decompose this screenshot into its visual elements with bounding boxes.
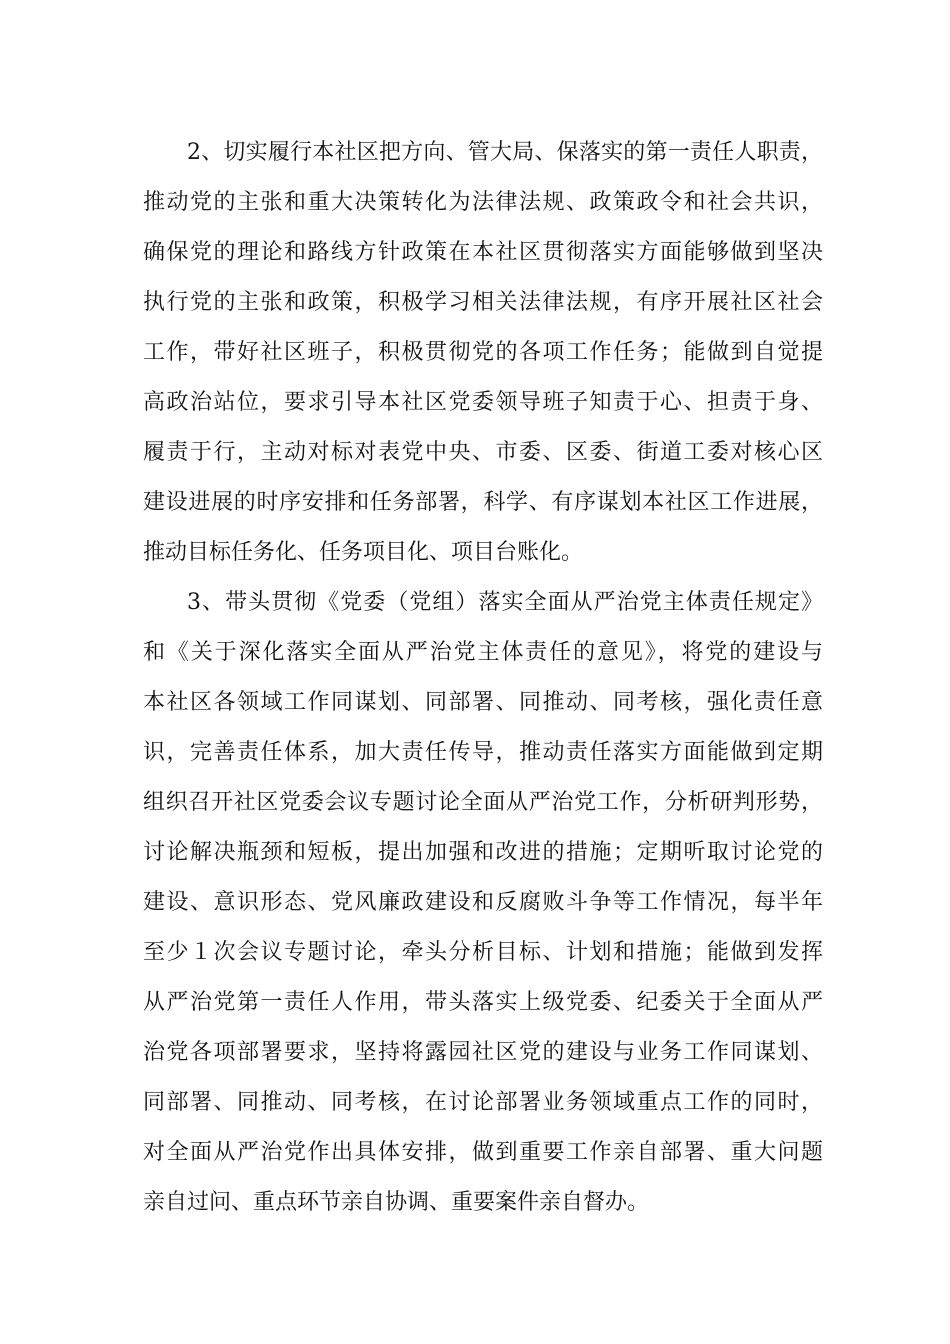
text-line: 识，完善责任体系，加大责任传导，推动责任落实方面能做到定期 <box>143 740 823 765</box>
text-line: 和《关于深化落实全面从严治党主体责任的意见》，将党的建设与 <box>143 640 823 665</box>
text-line: 2、切实履行本社区把方向、管大局、保落实的第一责任人职责， <box>187 140 823 165</box>
text-line: 推动党的主张和重大决策转化为法律法规、政策政令和社会共识， <box>143 190 823 215</box>
text-line: 从严治党第一责任人作用，带头落实上级党委、纪委关于全面从严 <box>143 990 823 1015</box>
text-line: 治党各项部署要求，坚持将露园社区党的建设与业务工作同谋划、 <box>143 1040 823 1065</box>
document-body <box>143 128 823 1228</box>
text-line: 讨论解决瓶颈和短板，提出加强和改进的措施；定期听取讨论党的 <box>143 840 823 865</box>
text-line: 推动目标任务化、任务项目化、项目台账化。 <box>143 540 584 565</box>
paragraph-3 <box>143 578 823 1228</box>
text-line: 工作，带好社区班子，积极贯彻党的各项工作任务；能做到自觉提 <box>143 340 823 365</box>
text-line: 履责于行，主动对标对表党中央、市委、区委、街道工委对核心区 <box>143 440 823 465</box>
paragraph-2 <box>143 128 823 578</box>
text-line: 组织召开社区党委会议专题讨论全面从严治党工作，分析研判形势， <box>143 790 823 815</box>
text-line: 高政治站位，要求引导本社区党委领导班子知责于心、担责于身、 <box>143 390 823 415</box>
text-line: 本社区各领域工作同谋划、同部署、同推动、同考核，强化责任意 <box>143 690 823 715</box>
text-line: 同部署、同推动、同考核，在讨论部署业务领域重点工作的同时， <box>143 1090 823 1115</box>
text-line: 建设进展的时序安排和任务部署，科学、有序谋划本社区工作进展， <box>143 490 823 515</box>
text-line: 确保党的理论和路线方针政策在本社区贯彻落实方面能够做到坚决 <box>143 240 823 265</box>
text-line: 执行党的主张和政策，积极学习相关法律法规，有序开展社区社会 <box>143 290 823 315</box>
text-line: 对全面从严治党作出具体安排，做到重要工作亲自部署、重大问题 <box>143 1140 823 1165</box>
text-line: 建设、意识形态、党风廉政建设和反腐败斗争等工作情况，每半年 <box>143 890 823 915</box>
text-line: 至少１次会议专题讨论，牵头分析目标、计划和措施；能做到发挥 <box>143 940 823 965</box>
text-line: 亲自过问、重点环节亲自协调、重要案件亲自督办。 <box>143 1190 650 1215</box>
text-line: 3、带头贯彻《党委（党组）落实全面从严治党主体责任规定》 <box>187 590 823 615</box>
